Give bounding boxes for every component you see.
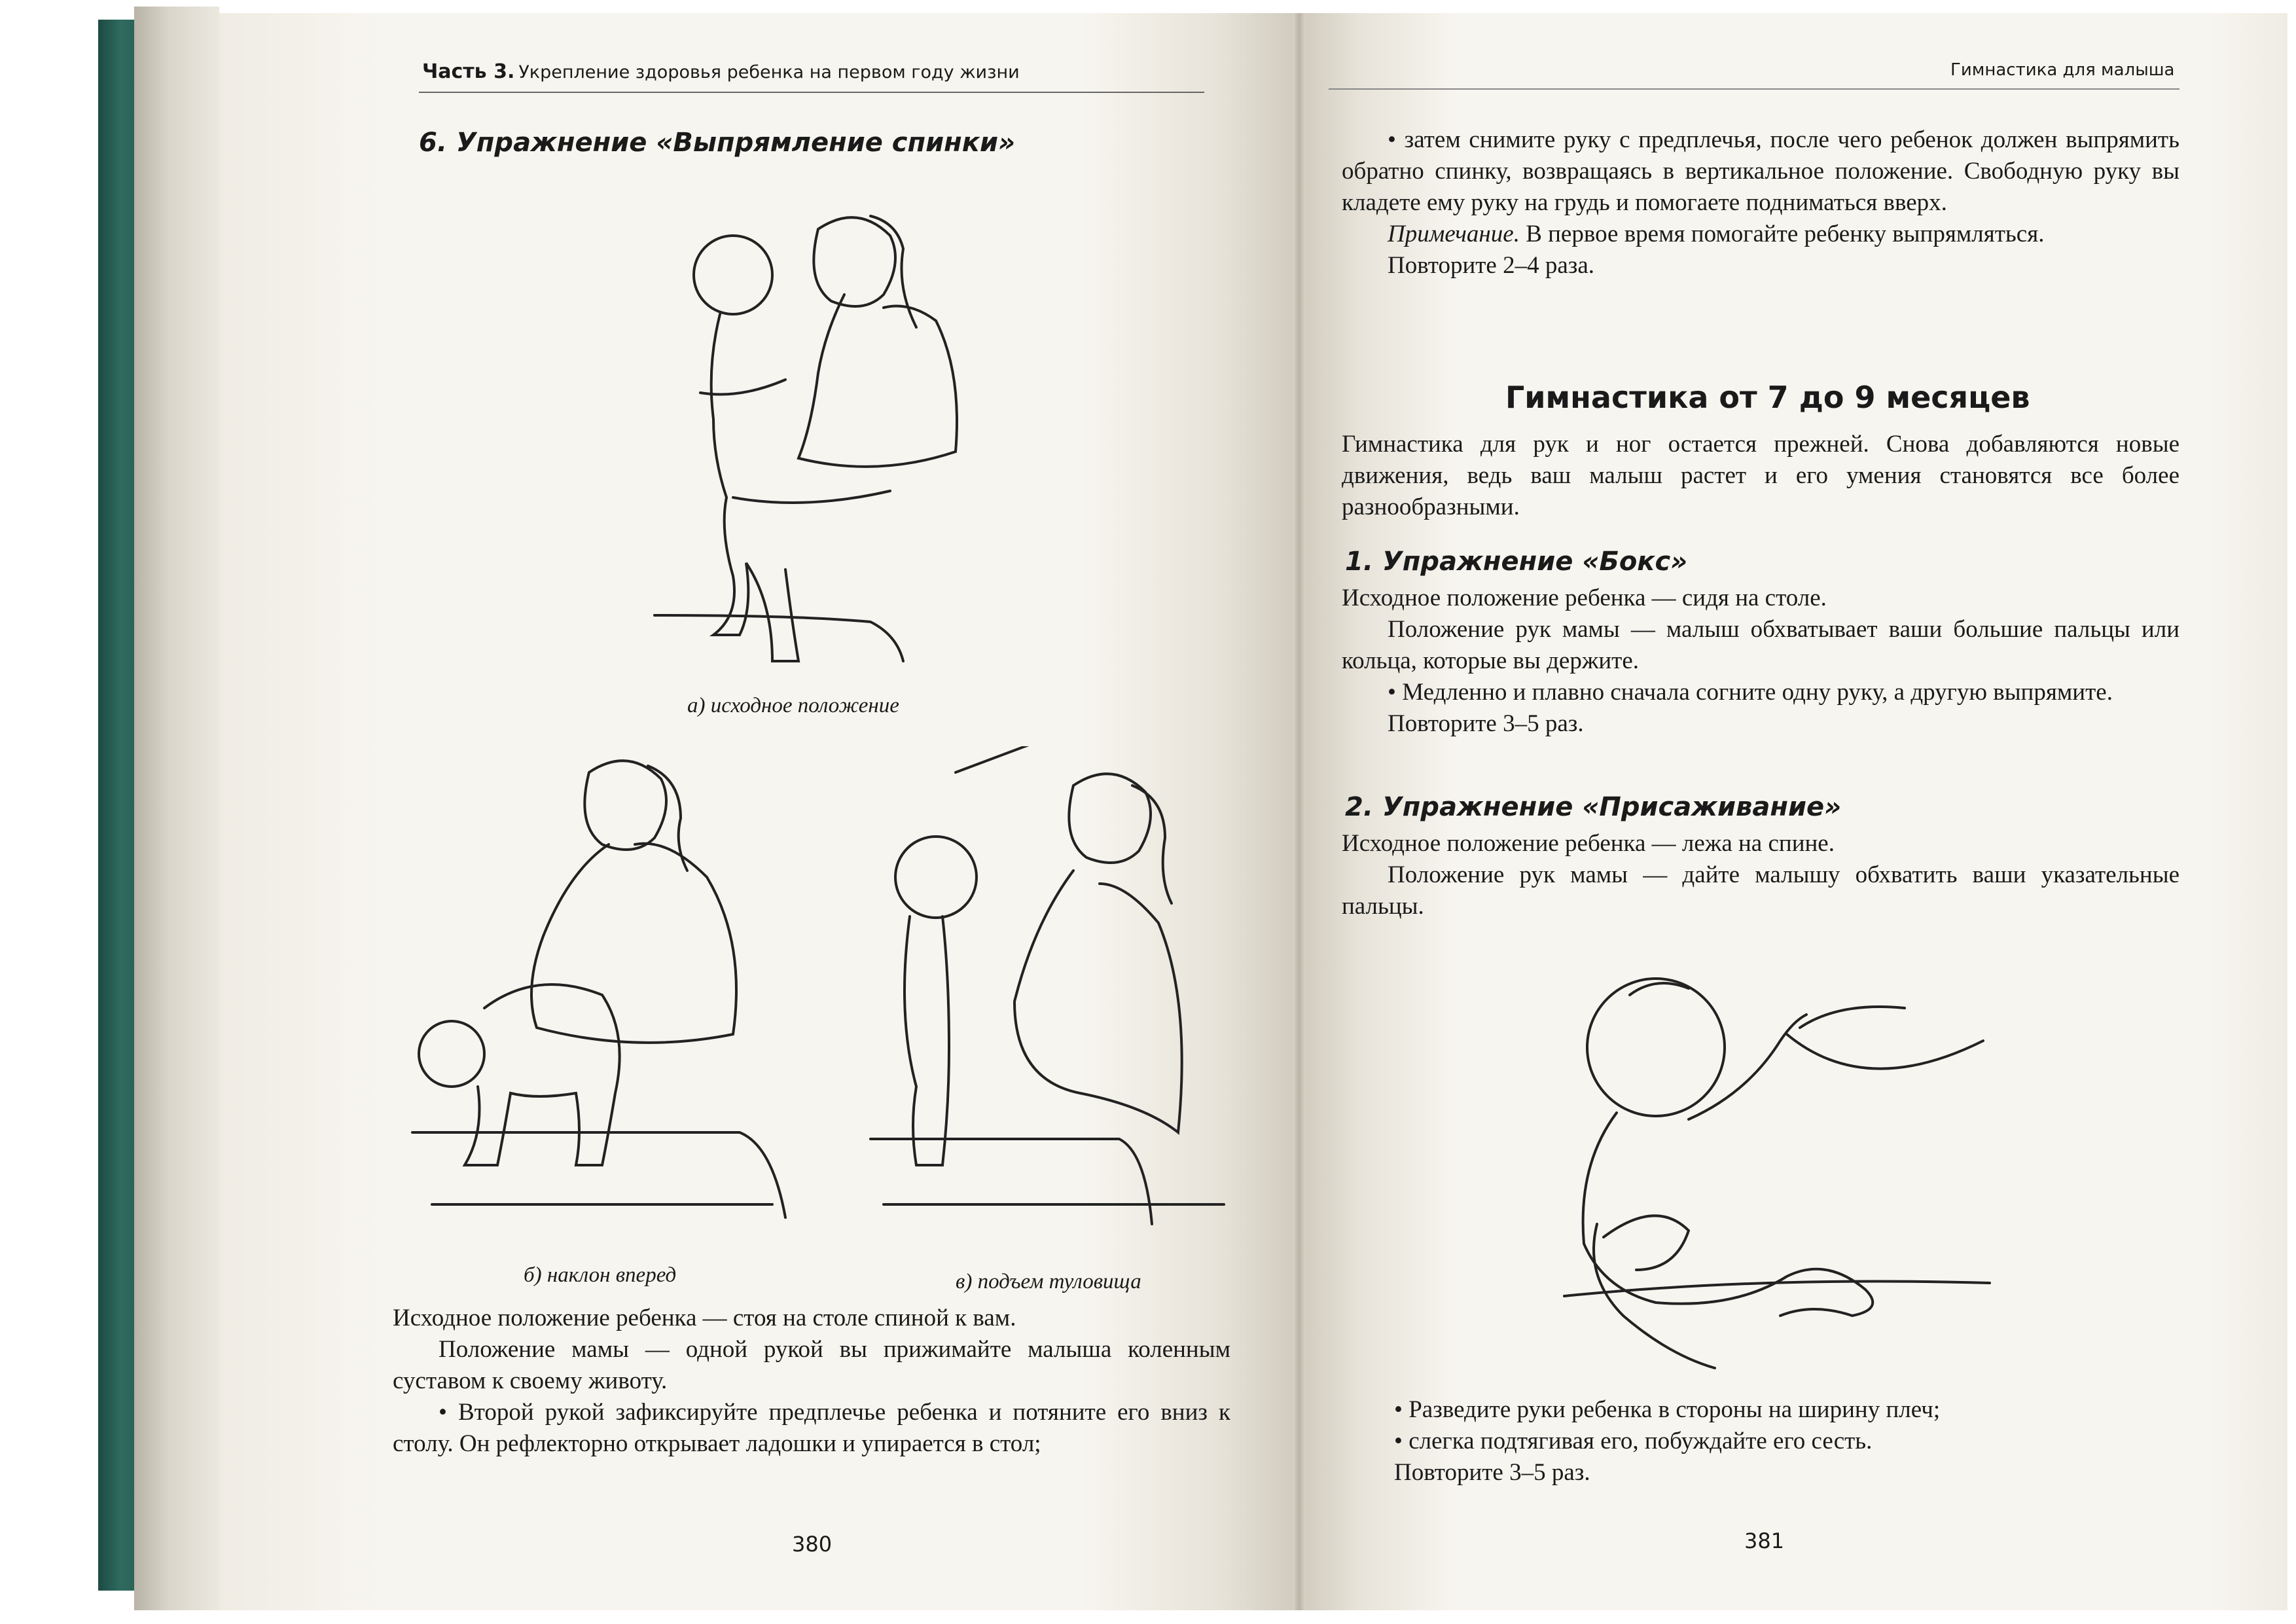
bullet-item: • затем снимите руку с предплечья, после чего ребенок должен выпрямить обратно спинку, возвращаясь в вертикальное положение. Свободную руку вы кладете ему руку на грудь и помогаете подниматься вверх. — [1342, 124, 2179, 219]
repeat-line: Повторите 2–4 раза. — [1388, 252, 1595, 279]
bullet-item: • Разведите руки ребенка в стороны на ширину плеч; — [1394, 1394, 2179, 1426]
left-body-text — [393, 1303, 1230, 1460]
illustration-sitting-up — [1525, 956, 2016, 1375]
paragraph: Исходное положение ребенка — лежа на спине. — [1342, 830, 1835, 857]
exercise-title: 6. Упражнение «Выпрямление спинки» — [419, 128, 1015, 158]
caption-b: б) наклон вперед — [524, 1263, 677, 1287]
exercise-1-text — [1342, 583, 2179, 740]
book-gutter — [1293, 13, 1306, 1610]
paragraph: Положение рук мамы — малыш обхватывает ваши большие пальцы или кольца, которые вы держите. — [1342, 616, 2179, 674]
header-rule — [419, 92, 1204, 93]
header-chapter-title: Укрепление здоровья ребенка на первом году жизни — [518, 62, 1020, 82]
bullet-item: • слегка подтягивая его, побуждайте его сесть. — [1394, 1426, 2179, 1457]
illustration-initial-position — [641, 190, 982, 668]
exercise-title: 2. Упражнение «Присаживание» — [1345, 792, 1842, 822]
note-label: Примечание. — [1388, 221, 1520, 247]
note-text: В первое время помогайте ребенку выпрямляться. — [1519, 221, 2045, 247]
note-paragraph — [1342, 219, 2179, 250]
exercise-title: 1. Упражнение «Бокс» — [1345, 547, 1688, 577]
right-body-text-top — [1342, 124, 2179, 281]
running-header-right: Гимнастика для малыша — [1950, 60, 2175, 80]
page-number-left: 380 — [792, 1532, 833, 1557]
repeat-line: Повторите 3–5 раз. — [1388, 710, 1584, 737]
paragraph: Исходное положение ребенка — стоя на столе спиной к вам. — [393, 1305, 1016, 1331]
paragraph: Исходное положение ребенка — сидя на столе. — [1342, 585, 1827, 611]
paragraph: Положение рук мамы — дайте малышу обхватить ваши указательные пальцы. — [1342, 861, 2179, 920]
exercise-2-text — [1342, 828, 2179, 922]
page-edges — [134, 7, 219, 1610]
caption-a: а) исходное положение — [687, 694, 899, 717]
illustration-torso-lift — [857, 746, 1250, 1244]
caption-c: в) подъем туловища — [956, 1270, 1141, 1293]
page-number-right: 381 — [1744, 1528, 1785, 1553]
running-header-left — [422, 60, 1020, 83]
exercise-2-steps — [1394, 1394, 2179, 1489]
repeat-line: Повторите 3–5 раз. — [1394, 1459, 1590, 1486]
header-rule — [1329, 88, 2179, 90]
header-part: Часть 3. — [422, 60, 515, 83]
paragraph: Положение мамы — одной рукой вы прижимайте малыша коленным суставом к своему животу. — [393, 1336, 1230, 1394]
illustration-bend-forward — [406, 746, 812, 1244]
bullet-item: • Второй рукой зафиксируйте предплечье ребенка и потяните его вниз к столу. Он рефлекторно открывает ладошки и упирается в стол; — [393, 1397, 1230, 1460]
bullet-item: • Медленно и плавно сначала согните одну руку, а другую выпрямите. — [1342, 677, 2179, 708]
section-intro: Гимнастика для рук и ног остается прежней. Снова добавляются новые движения, ведь ваш малыш растет и его умения становятся все более разнообразными. — [1342, 431, 2179, 520]
section-title: Гимнастика от 7 до 9 месяцев — [1505, 380, 2030, 415]
